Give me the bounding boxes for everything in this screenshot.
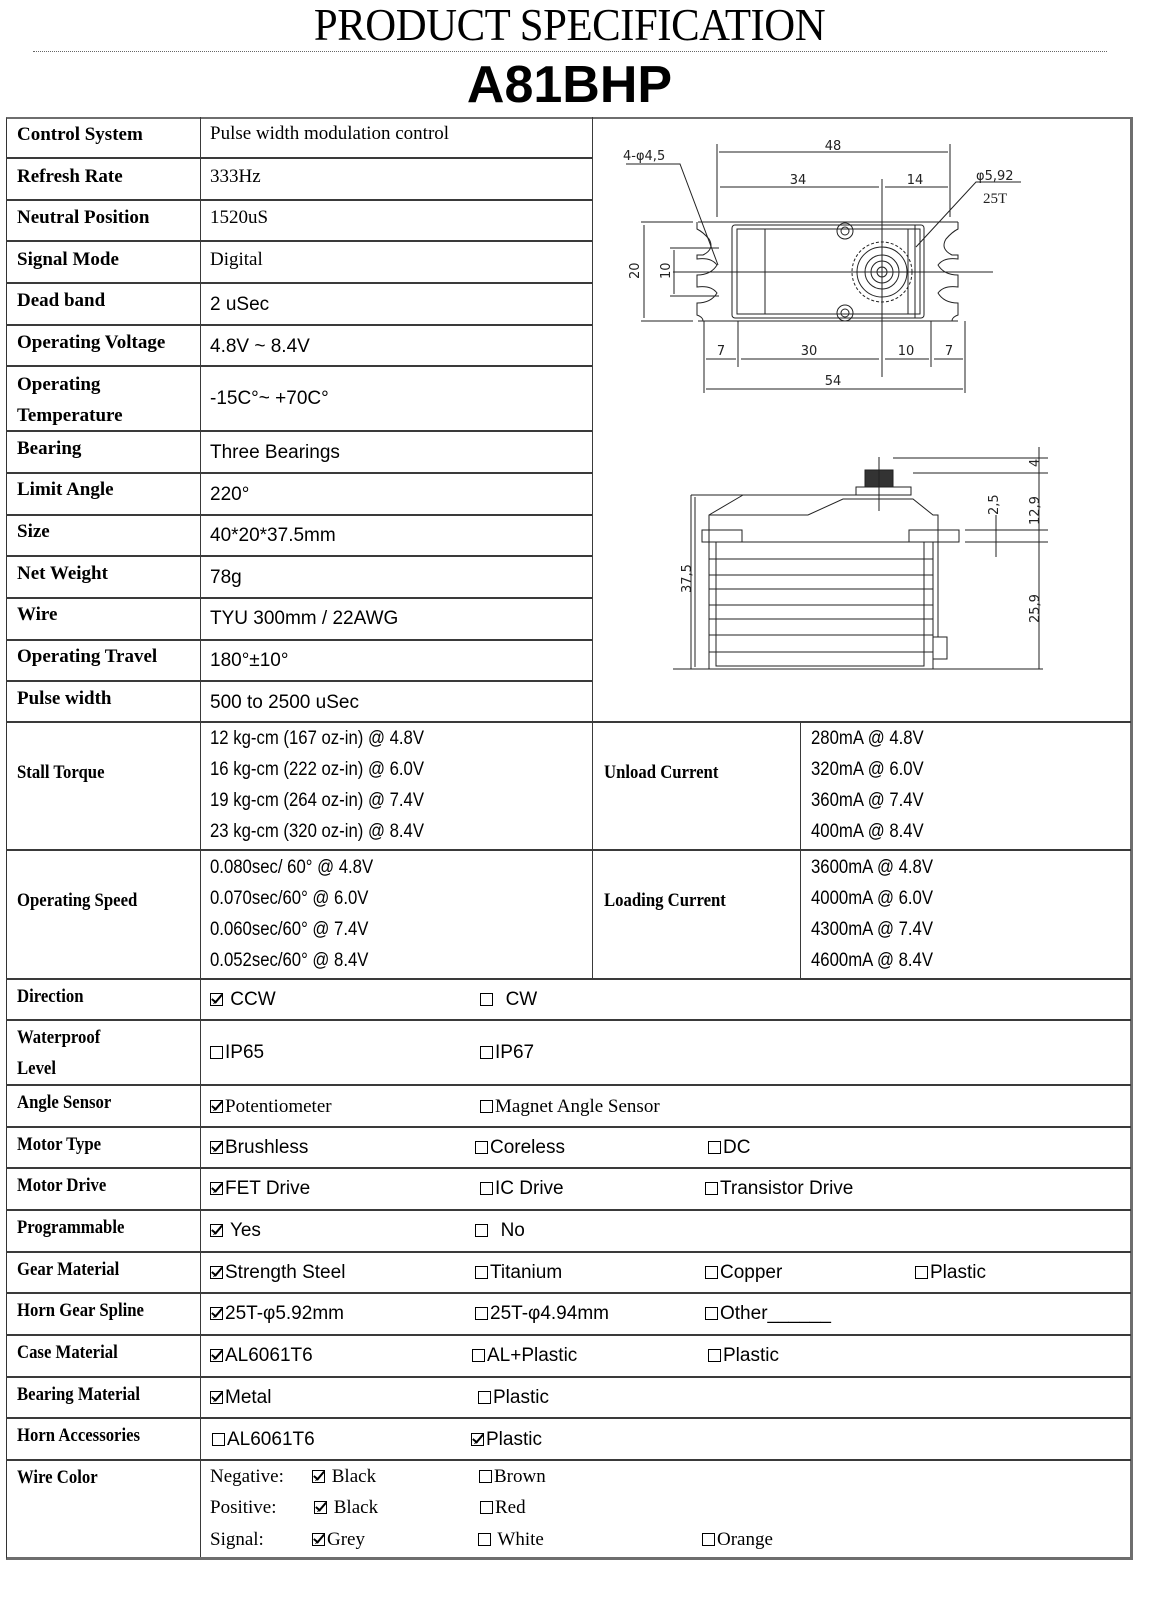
spec-value-dead-band: 2 uSec	[210, 294, 270, 315]
option-gear-titanium[interactable]: Titanium	[465, 1257, 562, 1288]
stall-torque-4-8v: 12 kg-cm (167 oz-in) @ 4.8V	[210, 728, 424, 749]
row-divider	[6, 282, 593, 284]
row-divider	[6, 597, 593, 599]
row-divider	[6, 1019, 1131, 1021]
row-divider	[6, 1084, 1131, 1086]
spec-table	[6, 117, 1131, 1557]
option-label-horn-gear-spline: Horn Gear Spline	[17, 1300, 144, 1321]
row-divider	[6, 1167, 1131, 1169]
row-divider	[6, 514, 593, 516]
perf-label-stall-torque: Stall Torque	[17, 762, 105, 783]
loading-current-6-0v: 4000mA @ 6.0V	[811, 888, 934, 909]
checkbox-checked-icon[interactable]	[210, 1266, 223, 1279]
row-divider	[6, 555, 593, 557]
dimension-drawing	[593, 117, 1129, 721]
row-divider	[6, 324, 593, 326]
row-divider	[6, 199, 593, 201]
option-programmable-yes[interactable]: Yes	[200, 1215, 261, 1246]
checkbox-unchecked-icon[interactable]	[478, 1533, 491, 1546]
checkbox-checked-icon[interactable]	[210, 1100, 223, 1113]
checkbox-checked-icon[interactable]	[210, 1349, 223, 1362]
row-divider	[6, 1459, 1131, 1461]
label-line-2: Temperature	[17, 405, 123, 426]
row-divider	[6, 1376, 1131, 1378]
option-direction-ccw[interactable]: CCW	[200, 984, 276, 1015]
option-programmable-no[interactable]: No	[465, 1215, 525, 1246]
checkbox-unchecked-icon[interactable]	[480, 1100, 493, 1113]
spec-label-operating-voltage: Operating Voltage	[17, 332, 166, 353]
row-divider	[6, 1417, 1131, 1419]
option-label-motor-type: Motor Type	[17, 1134, 102, 1155]
option-bearing-plastic[interactable]: Plastic	[468, 1382, 549, 1413]
wire-positive-label: Positive:	[210, 1497, 277, 1518]
dim-spline-teeth: 25T	[983, 191, 1008, 207]
loading-current-7-4v: 4300mA @ 7.4V	[811, 919, 934, 940]
option-label-wire-color: Wire Color	[17, 1467, 98, 1488]
checkbox-unchecked-icon[interactable]	[705, 1182, 718, 1195]
unload-current-4-8v: 280mA @ 4.8V	[811, 728, 924, 749]
stall-torque-7-4v: 19 kg-cm (264 oz-in) @ 7.4V	[210, 790, 424, 811]
spec-label-limit-angle: Limit Angle	[17, 479, 114, 500]
option-drive-ic[interactable]: IC Drive	[470, 1173, 564, 1204]
checkbox-unchecked-icon[interactable]	[472, 1349, 485, 1362]
option-gear-steel[interactable]: Strength Steel	[200, 1257, 345, 1288]
dim-20: 20	[628, 262, 643, 279]
checkbox-unchecked-icon[interactable]	[210, 1046, 223, 1059]
checkbox-checked-icon[interactable]	[210, 1307, 223, 1320]
option-drive-fet[interactable]: FET Drive	[200, 1173, 310, 1204]
checkbox-checked-icon[interactable]	[210, 1141, 223, 1154]
checkbox-unchecked-icon[interactable]	[705, 1266, 718, 1279]
speed-7-4v: 0.060sec/60° @ 7.4V	[210, 919, 369, 940]
loading-current-4-8v: 3600mA @ 4.8V	[811, 857, 934, 878]
unload-current-6-0v: 320mA @ 6.0V	[811, 759, 924, 780]
checkbox-unchecked-icon[interactable]	[480, 1046, 493, 1059]
spec-label-operating-temperature	[6, 369, 123, 431]
wire-positive-black[interactable]: Black	[304, 1492, 378, 1523]
wire-signal-label: Signal:	[210, 1529, 264, 1550]
checkbox-checked-icon[interactable]	[210, 1391, 223, 1404]
spec-value-size: 40*20*37.5mm	[210, 525, 336, 546]
row-divider	[6, 1334, 1131, 1336]
option-waterproof-ip65[interactable]: IP65	[200, 1037, 264, 1068]
row-divider	[6, 365, 593, 367]
option-bearing-metal[interactable]: Metal	[200, 1382, 271, 1413]
dim-48: 48	[824, 139, 842, 154]
spec-value-neutral-position: 1520uS	[210, 207, 269, 228]
spec-value-net-weight: 78g	[210, 567, 242, 588]
speed-4-8v: 0.080sec/ 60° @ 4.8V	[210, 857, 374, 878]
checkbox-unchecked-icon[interactable]	[475, 1307, 488, 1320]
row-divider	[6, 1209, 1131, 1211]
option-label-bearing-material: Bearing Material	[17, 1384, 141, 1405]
checkbox-unchecked-icon[interactable]	[702, 1533, 715, 1546]
spec-value-operating-travel: 180°±10°	[210, 650, 289, 671]
document-title: PRODUCT SPECIFICATION	[313, 0, 826, 50]
dim-10-right: 10	[897, 344, 915, 359]
spec-value-signal-mode: Digital	[210, 249, 263, 270]
option-gear-plastic[interactable]: Plastic	[905, 1257, 986, 1288]
dim-25-9: 25,9	[1028, 594, 1043, 623]
spec-label-dead-band: Dead band	[17, 290, 106, 311]
option-direction-cw[interactable]: CW	[470, 984, 537, 1015]
speed-8-4v: 0.052sec/60° @ 8.4V	[210, 950, 369, 971]
option-label-horn-accessories: Horn Accessories	[17, 1425, 141, 1446]
option-angle-potentiometer[interactable]: Potentiometer	[200, 1091, 332, 1122]
option-motor-brushless[interactable]: Brushless	[200, 1132, 308, 1163]
checkbox-unchecked-icon[interactable]	[475, 1266, 488, 1279]
wire-negative-black[interactable]: Black	[302, 1461, 376, 1492]
option-spline-25t-5-92[interactable]: 25T-φ5.92mm	[200, 1298, 344, 1329]
dim-12-9: 12,9	[1028, 496, 1043, 525]
spec-label-bearing: Bearing	[17, 438, 82, 459]
model-number: A81BHP	[466, 56, 673, 114]
option-motor-coreless[interactable]: Coreless	[465, 1132, 565, 1163]
dim-7-left: 7	[716, 344, 726, 359]
perf-values-stall-torque	[200, 723, 453, 847]
checkbox-checked-icon[interactable]	[210, 993, 223, 1006]
row-divider	[6, 1292, 1131, 1294]
spec-value-wire: TYU 300mm / 22AWG	[210, 608, 399, 629]
checkbox-unchecked-icon[interactable]	[708, 1141, 721, 1154]
spec-value-operating-voltage: 4.8V ~ 8.4V	[210, 336, 310, 357]
unload-current-8-4v: 400mA @ 8.4V	[811, 821, 924, 842]
side-view-drawing	[673, 447, 1048, 669]
perf-label-loading-current: Loading Current	[604, 890, 726, 911]
row-divider	[6, 849, 1131, 851]
row-divider	[6, 978, 1131, 980]
spec-label-control-system: Control System	[17, 124, 143, 145]
checkbox-checked-icon[interactable]	[312, 1533, 325, 1546]
dim-4: 4	[1028, 458, 1043, 467]
checkbox-unchecked-icon[interactable]	[708, 1349, 721, 1362]
option-spline-other[interactable]: Other______	[695, 1298, 831, 1329]
wire-signal-orange[interactable]: Orange	[692, 1524, 773, 1555]
option-label-waterproof: Waterproof Level	[17, 1027, 101, 1079]
option-label-case-material: Case Material	[17, 1342, 118, 1363]
top-view-labels	[623, 139, 1014, 389]
row-divider	[6, 1126, 1131, 1128]
top-view-drawing	[626, 144, 1021, 393]
perf-values-operating-speed	[200, 852, 395, 976]
checkbox-unchecked-icon[interactable]	[212, 1433, 225, 1446]
checkbox-unchecked-icon[interactable]	[705, 1307, 718, 1320]
spec-value-refresh-rate: 333Hz	[210, 166, 261, 187]
dim-34: 34	[789, 173, 807, 188]
checkbox-unchecked-icon[interactable]	[480, 993, 493, 1006]
checkbox-unchecked-icon[interactable]	[475, 1141, 488, 1154]
option-horn-plastic[interactable]: Plastic	[461, 1424, 542, 1455]
checkbox-unchecked-icon[interactable]	[480, 1182, 493, 1195]
wire-positive-red[interactable]: Red	[470, 1492, 526, 1523]
checkbox-checked-icon[interactable]	[471, 1433, 484, 1446]
checkbox-checked-icon[interactable]	[312, 1470, 325, 1483]
dim-2-5: 2,5	[987, 494, 1002, 515]
option-spline-25t-4-94[interactable]: 25T-φ4.94mm	[465, 1298, 609, 1329]
option-gear-copper[interactable]: Copper	[695, 1257, 782, 1288]
spec-value-operating-temperature: -15C°~ +70C°	[210, 388, 329, 409]
option-waterproof-ip67[interactable]: IP67	[470, 1037, 534, 1068]
spec-value-limit-angle: 220°	[210, 484, 250, 505]
dim-spline-diameter: φ5,92	[976, 169, 1014, 184]
option-case-al6061t6[interactable]: AL6061T6	[200, 1340, 313, 1371]
wire-negative-brown[interactable]: Brown	[469, 1461, 546, 1492]
checkbox-unchecked-icon[interactable]	[478, 1391, 491, 1404]
perf-values-unload-current	[801, 723, 939, 847]
spec-value-bearing: Three Bearings	[210, 442, 340, 463]
title-divider	[33, 51, 1107, 52]
option-horn-al6061t6[interactable]: AL6061T6	[202, 1424, 315, 1455]
row-divider	[6, 680, 593, 682]
option-label-motor-drive: Motor Drive	[17, 1175, 107, 1196]
checkbox-checked-icon[interactable]	[210, 1224, 223, 1237]
dim-mount-holes: 4-φ4,5	[623, 149, 666, 164]
dim-54: 54	[824, 374, 842, 389]
perf-label-operating-speed: Operating Speed	[17, 890, 138, 911]
wire-negative-label: Negative:	[210, 1466, 284, 1487]
speed-6-0v: 0.070sec/60° @ 6.0V	[210, 888, 369, 909]
checkbox-unchecked-icon[interactable]	[480, 1501, 493, 1514]
perf-label-unload-current: Unload Current	[604, 762, 719, 783]
spec-label-operating-travel: Operating Travel	[17, 646, 158, 667]
side-view-labels	[680, 459, 1043, 623]
spec-label-neutral-position: Neutral Position	[17, 207, 150, 228]
dim-30: 30	[800, 344, 818, 359]
wire-signal-white[interactable]: White	[468, 1524, 544, 1555]
spec-label-refresh-rate: Refresh Rate	[17, 166, 123, 187]
option-label-direction: Direction	[17, 986, 84, 1007]
option-case-al-plastic[interactable]: AL+Plastic	[462, 1340, 577, 1371]
loading-current-8-4v: 4600mA @ 8.4V	[811, 950, 934, 971]
spec-label-size: Size	[17, 521, 50, 542]
stall-torque-6-0v: 16 kg-cm (222 oz-in) @ 6.0V	[210, 759, 424, 780]
dim-37-5: 37,5	[680, 564, 695, 593]
dim-10: 10	[659, 262, 674, 279]
dim-7-right: 7	[944, 344, 954, 359]
option-angle-magnet[interactable]: Magnet Angle Sensor	[470, 1091, 660, 1122]
option-label-programmable: Programmable	[17, 1217, 125, 1238]
spec-label-pulse-width: Pulse width	[17, 688, 112, 709]
option-motor-dc[interactable]: DC	[698, 1132, 750, 1163]
wire-signal-grey[interactable]: Grey	[302, 1524, 365, 1555]
row-divider	[6, 240, 593, 242]
option-case-plastic[interactable]: Plastic	[698, 1340, 779, 1371]
checkbox-checked-icon[interactable]	[210, 1182, 223, 1195]
spec-value-pulse-width: 500 to 2500 uSec	[210, 692, 359, 713]
label-line-1: Operating	[17, 374, 101, 395]
checkbox-unchecked-icon[interactable]	[479, 1470, 492, 1483]
spec-label-net-weight: Net Weight	[17, 563, 108, 584]
checkbox-checked-icon[interactable]	[314, 1501, 327, 1514]
option-label-angle-sensor: Angle Sensor	[17, 1092, 112, 1113]
row-divider	[6, 721, 1131, 723]
checkbox-unchecked-icon[interactable]	[475, 1224, 488, 1237]
spec-label-wire: Wire	[17, 604, 58, 625]
checkbox-unchecked-icon[interactable]	[915, 1266, 928, 1279]
perf-values-loading-current	[801, 852, 950, 976]
unload-current-7-4v: 360mA @ 7.4V	[811, 790, 924, 811]
stall-torque-8-4v: 23 kg-cm (320 oz-in) @ 8.4V	[210, 821, 424, 842]
spec-label-signal-mode: Signal Mode	[17, 249, 119, 270]
dim-14: 14	[906, 173, 924, 188]
row-divider	[6, 157, 593, 159]
option-drive-transistor[interactable]: Transistor Drive	[695, 1173, 853, 1204]
spec-value-control-system: Pulse width modulation control	[210, 123, 450, 144]
option-label-gear-material: Gear Material	[17, 1259, 120, 1280]
row-divider	[6, 1251, 1131, 1253]
